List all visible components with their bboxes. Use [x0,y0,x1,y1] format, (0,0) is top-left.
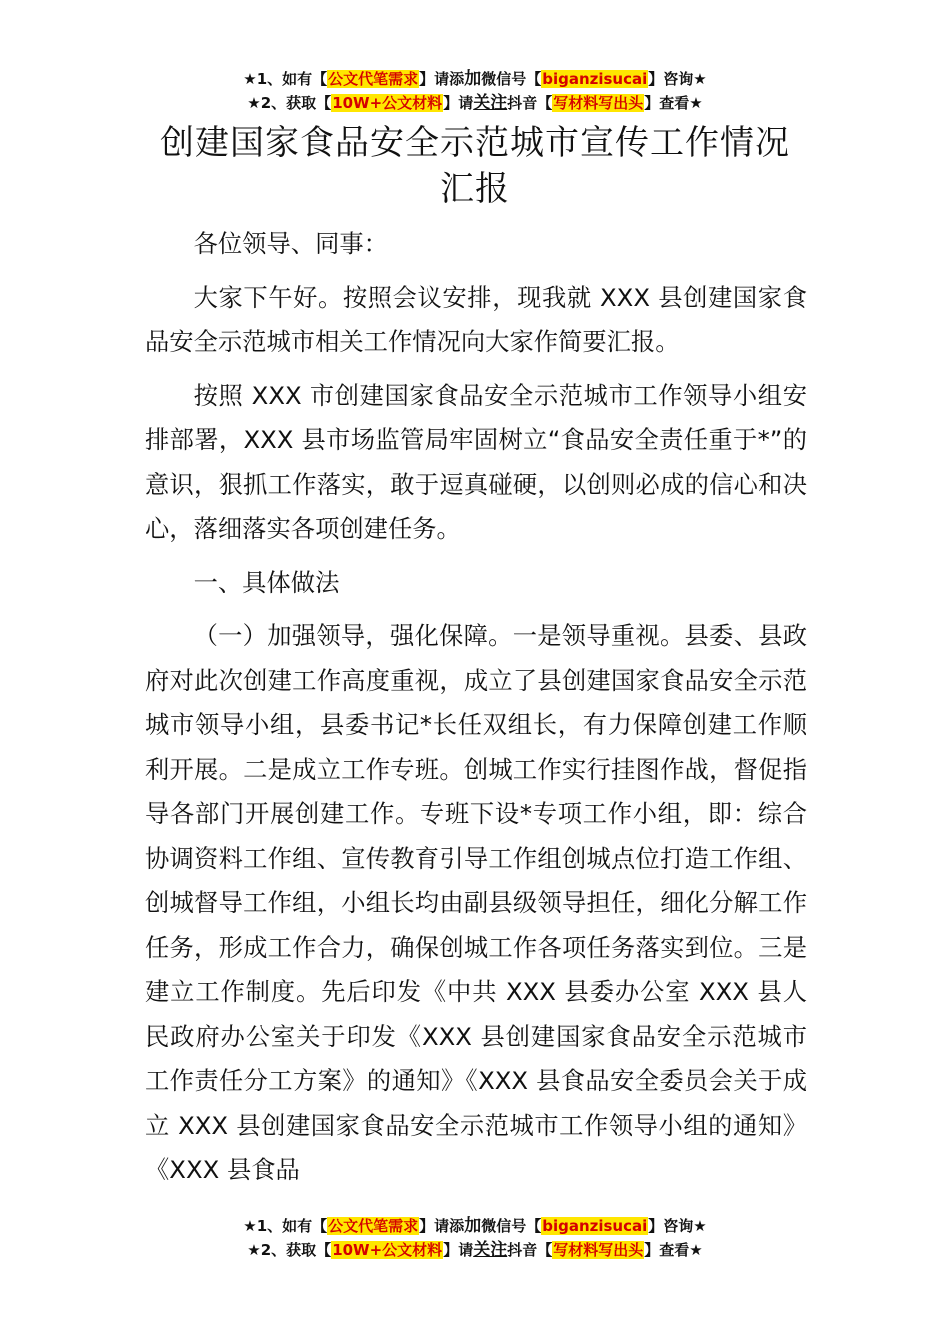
promo-text: 抖音【 [507,1241,553,1259]
promo-text: 】查看★ [644,1241,703,1259]
promo-highlight: 公文代笔需求 [328,70,419,88]
section-heading: 一、具体做法 [193,567,340,597]
document-body [145,222,807,1193]
promo-line-1 [0,1214,950,1238]
promo-line-1 [0,67,950,91]
footer-promo-banner [0,1214,950,1262]
promo-highlight: 写材料写出头 [553,94,644,112]
promo-highlight: 10W+公文材料 [332,94,443,112]
promo-text: 微信号【 [481,70,542,88]
promo-highlight: biganzisucai [542,1217,648,1235]
promo-line-2 [0,1238,950,1262]
promo-text: 】咨询★ [648,70,707,88]
promo-text: ★2、获取【 [247,1241,332,1259]
header-promo-banner [0,67,950,115]
paragraph: （一）加强领导，强化保障。一是领导重视。县委、县政府对此次创建工作高度重视，成立了县创建国家食品安全示范城市领导小组，县委书记*长任双组长，有力保障创建工作顺利开展。二是成立工作专班。创城工作实行挂图作战，督促指导各部门开展创建工作。专班下设*专项工作小组，即：综合协调资料工作组、宣传教育引导工作组创城点位打造工作组、创城督导工作组，小组长均由副县级领导担任，细化分解工作任务，形成工作合力，确保创城工作各项任务落实到位。三是建立工作制度。先后印发《中共 XXX 县委办公室 XXX 县人民政府办公室关于印发《XXX 县创建国家食品安全示范城市工作责任分工方案》的通知》《XXX 县食品安全委员会关于成立 XXX 县创建国家食品安全示范城市工作领导小组的通知》《XXX 县食品 [145,621,807,1184]
promo-text: 关注 [473,1240,508,1260]
promo-text: ★1、如有【 [243,1217,328,1235]
promo-text: 】请 [443,1241,474,1259]
promo-text: 】查看★ [644,94,703,112]
promo-text: 抖音【 [507,94,553,112]
promo-highlight: 写材料写出头 [553,1241,644,1259]
promo-text: 】请添 [419,1217,465,1235]
promo-text: 】请 [443,94,474,112]
promo-text: 加 [464,1216,482,1236]
promo-text: 加 [464,69,482,89]
promo-text: 】请添 [419,70,465,88]
promo-text: ★2、获取【 [247,94,332,112]
document-title: 创建国家食品安全示范城市宣传工作情况汇报 [160,123,790,209]
paragraph: 按照 XXX 市创建国家食品安全示范城市工作领导小组安排部署，XXX 县市场监管局牢固树立“食品安全责任重于*”的意识，狠抓工作落实，敢于逗真碰硬，以创则必成的信心和决心，落细落实各项创建任务。 [145,380,807,543]
promo-text: 微信号【 [481,1217,542,1235]
promo-text: ★1、如有【 [243,70,328,88]
promo-highlight: 公文代笔需求 [328,1217,419,1235]
promo-highlight: biganzisucai [542,70,648,88]
promo-text: 】咨询★ [648,1217,707,1235]
salutation: 各位领导、同事： [193,229,388,258]
paragraph: 大家下午好。按照会议安排，现我就 XXX 县创建国家食品安全示范城市相关工作情况向大家作简要汇报。 [145,282,807,356]
promo-highlight: 10W+公文材料 [332,1241,443,1259]
promo-line-2 [0,91,950,115]
promo-text: 关注 [473,93,508,113]
